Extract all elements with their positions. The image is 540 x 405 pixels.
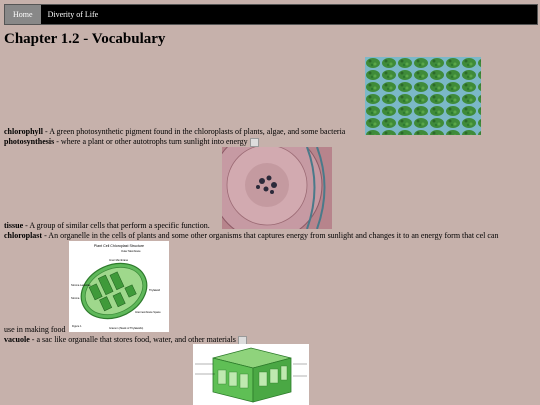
label-granum: Granum (Stack of Thylakoids) <box>109 327 144 330</box>
def-chloroplast: - An organelle in the cells of plants and some other organisms that captures energy from sunlight and changes it to an energy form that cel can <box>42 231 499 240</box>
label-stroma: Stroma <box>71 297 80 300</box>
label-inner-membrane: Inner Membrane <box>109 259 129 262</box>
nav-home-link[interactable]: Home <box>5 5 41 24</box>
chloroplast-diagram <box>69 241 169 332</box>
entry-chloroplast <box>4 231 498 241</box>
tissue-image <box>222 147 332 229</box>
term-chlorophyll: chlorophyll <box>4 127 43 136</box>
term-tissue: tissue <box>4 221 24 230</box>
broken-image-icon <box>250 138 259 147</box>
def-chloroplast-cont: use in making food <box>4 325 66 334</box>
chlorophyll-image <box>365 57 481 135</box>
page-title: Chapter 1.2 - Vocabulary <box>4 31 166 47</box>
diagram-title: Plant Cell Chloroplast Structure <box>93 244 145 248</box>
def-vacuole: - a sac like organalle that stores food, water, and other materials <box>29 335 236 344</box>
vacuole-diagram <box>193 344 309 405</box>
def-chlorophyll: - A green photosynthetic pigment found in the chloroplasts of plants, algae, and some bacteria <box>42 127 346 136</box>
entry-tissue <box>4 221 210 231</box>
label-stroma-lamellae: Stroma Lamellae <box>71 284 91 287</box>
nav-diversity-link[interactable]: Diverity of Life <box>47 10 99 19</box>
label-outer-membrane: Outer Membrane <box>121 250 141 253</box>
term-vacuole: vacuole <box>4 335 30 344</box>
term-photosynthesis: photosynthesis <box>4 137 55 146</box>
def-tissue: - A group of similar cells that perform a specific function. <box>23 221 210 230</box>
entry-photosynthesis <box>4 137 259 147</box>
label-intermembrane: Intermembrane Space <box>135 311 161 314</box>
def-photosynthesis: - where a plant or other autotrophs turn sunlight into energy <box>54 137 248 146</box>
label-thylakoid: Thylakoid <box>149 289 161 292</box>
term-chloroplast: chloroplast <box>4 231 43 240</box>
nav-bar <box>4 4 538 25</box>
label-figure: Figure 1 <box>72 325 82 328</box>
entry-chlorophyll <box>4 127 345 137</box>
entry-chloroplast-cont <box>4 325 66 335</box>
